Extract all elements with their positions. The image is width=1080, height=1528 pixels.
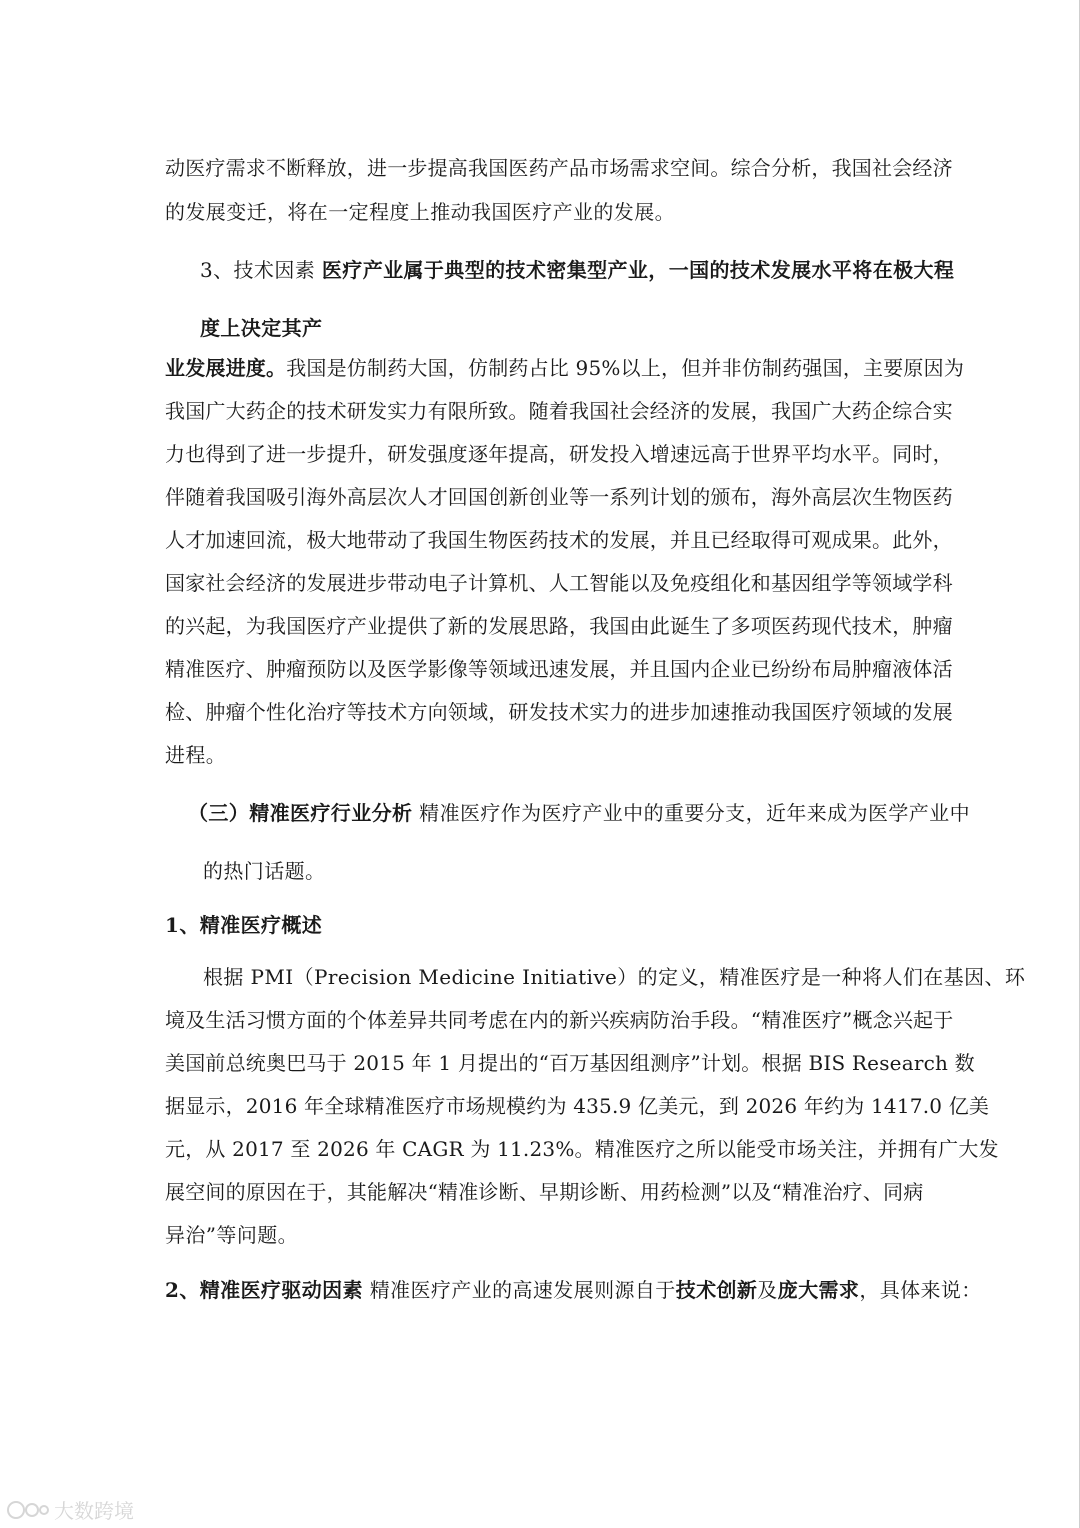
watermark [6, 1495, 134, 1524]
subsection2-paragraph [165, 1278, 982, 1302]
section3-body-line: 伴随着我国吸引海外高层次人才回国创新创业等一系列计划的颁布，海外高层次生物医药 [165, 485, 953, 509]
section-three-label: （三）精准医疗行业分析 [188, 801, 413, 825]
subsection1-last-line: 异治”等问题。 [165, 1223, 299, 1247]
section3-body-line: 精准医疗、肿瘤预防以及医学影像等领域迅速发展，并且国内企业已纷纷布局肿瘤液体活 [165, 657, 953, 681]
section3-heading-bold-2: 度上决定其产 [200, 316, 323, 340]
section3-body-line: 我国广大药企的技术研发实力有限所致。随着我国社会经济的发展，我国广大药企综合实 [165, 399, 953, 423]
intro-line-2: 的发展变迁，将在一定程度上推动我国医疗产业的发展。 [165, 200, 675, 224]
section3-body-line: 力也得到了进一步提升，研发强度逐年提高，研发投入增速远高于世界平均水平。同时， [165, 442, 953, 466]
subsection2-heading: 2、精准医疗驱动因素 [165, 1278, 363, 1302]
subsection2-text-b: 及 [757, 1278, 778, 1302]
intro-line-1: 动医疗需求不断释放，进一步提高我国医药产品市场需求空间。综合分析，我国社会经济 [165, 156, 953, 180]
section3-body-line: 国家社会经济的发展进步带动电子计算机、人工智能以及免疫组化和基因组学等领域学科 [165, 571, 953, 595]
subsection1-line: 根据 PMI（Precision Medicine Initiative）的定义，精准医疗是一种将人们在基因、环 [203, 965, 1026, 989]
watermark-logo-icon [6, 1499, 50, 1521]
section-three-text-1: 精准医疗作为医疗产业中的重要分支，近年来成为医学产业中 [419, 801, 970, 825]
subsection1-heading: 1、精准医疗概述 [165, 913, 323, 937]
subsection2-bold-a: 技术创新 [675, 1278, 758, 1302]
subsection2-text-c: ，具体来说： [859, 1278, 982, 1302]
subsection1-line: 据显示，2016 年全球精准医疗市场规模约为 435.9 亿美元，到 2026 年约为 1417.0 亿美 [165, 1094, 990, 1118]
subsection2-text-a: 精准医疗产业的高速发展则源自于 [369, 1278, 676, 1302]
section3-body-line: 的兴起，为我国医疗产业提供了新的发展思路，我国由此诞生了多项医药现代技术，肿瘤 [165, 614, 953, 638]
section3-body-line: 检、肿瘤个性化治疗等技术方向领域，研发技术实力的进步加速推动我国医疗领域的发展 [165, 700, 953, 724]
section3-heading-bold-1: 医疗产业属于典型的技术密集型产业，一国的技术发展水平将在极大程 [321, 258, 955, 282]
subsection1-line: 展空间的原因在于，其能解决“精准诊断、早期诊断、用药检测”以及“精准治疗、同病 [165, 1180, 924, 1204]
section3-heading [200, 258, 954, 282]
subsection1-line: 境及生活习惯方面的个体差异共同考虑在内的新兴疾病防治手段。“精准医疗”概念兴起于 [165, 1008, 954, 1032]
section3-body-first-bold: 业发展进度。 [165, 356, 287, 380]
section3-body-first [165, 356, 965, 380]
section-three-text-2: 的热门话题。 [203, 859, 326, 883]
section3-label: 3、技术因素 [200, 258, 316, 282]
subsection1-line: 元，从 2017 至 2026 年 CAGR 为 11.23%。精准医疗之所以能受市场关注，并拥有广大发 [165, 1137, 999, 1161]
section-three-heading [188, 801, 970, 825]
watermark-text: 大数跨境 [54, 1499, 134, 1523]
section3-body-first-rest: 我国是仿制药大国，仿制药占比 95%以上，但并非仿制药强国，主要原因为 [286, 356, 965, 380]
subsection1-line: 美国前总统奥巴马于 2015 年 1 月提出的“百万基因组测序”计划。根据 BIS Research 数 [165, 1051, 975, 1075]
section3-body-line: 人才加速回流，极大地带动了我国生物医药技术的发展，并且已经取得可观成果。此外， [165, 528, 953, 552]
subsection2-bold-b: 庞大需求 [777, 1278, 860, 1302]
section3-body-last: 进程。 [165, 743, 227, 767]
